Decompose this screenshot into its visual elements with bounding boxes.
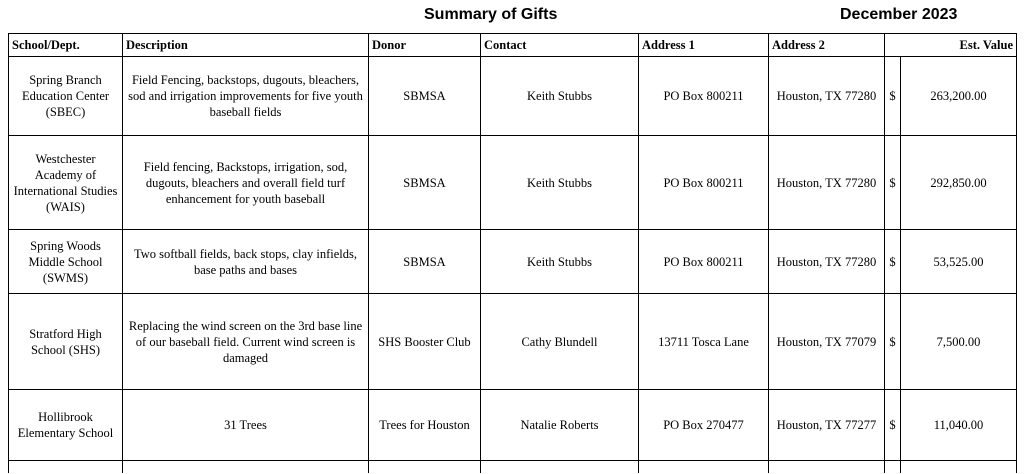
cell-donor: SHS Booster Club xyxy=(369,294,481,390)
cell-currency: $ xyxy=(885,57,901,136)
cell-currency: $ xyxy=(885,294,901,390)
cell-currency: $ xyxy=(885,136,901,230)
table-row xyxy=(9,390,1017,461)
cell-school: Spring Woods Middle School (SWMS) xyxy=(9,230,123,294)
cell-description: Field Fencing, backstops, dugouts, bleachers, sod and irrigation improvements for five youth baseball fields xyxy=(123,57,369,136)
cell-address1: PO Box 270477 xyxy=(639,390,769,461)
cell-contact: Keith Stubbs xyxy=(481,57,639,136)
empty-cell xyxy=(369,461,481,474)
cell-currency: $ xyxy=(885,390,901,461)
empty-cell xyxy=(885,461,901,474)
cell-address1: PO Box 800211 xyxy=(639,57,769,136)
report-title: Summary of Gifts xyxy=(424,6,558,23)
cell-address2: Houston, TX 77280 xyxy=(769,230,885,294)
cell-address2: Houston, TX 77277 xyxy=(769,390,885,461)
cell-donor: SBMSA xyxy=(369,230,481,294)
column-header-school: School/Dept. xyxy=(9,34,123,57)
gifts-table xyxy=(8,33,1017,473)
table-header-row xyxy=(9,34,1017,57)
cell-contact: Cathy Blundell xyxy=(481,294,639,390)
cell-description: 31 Trees xyxy=(123,390,369,461)
cell-value: 292,850.00 xyxy=(901,136,1017,230)
column-header-contact: Contact xyxy=(481,34,639,57)
table-row xyxy=(9,136,1017,230)
cell-description: Replacing the wind screen on the 3rd base line of our baseball field. Current wind screen is damaged xyxy=(123,294,369,390)
cell-currency: $ xyxy=(885,230,901,294)
cell-school: Westchester Academy of International Studies (WAIS) xyxy=(9,136,123,230)
table-row xyxy=(9,230,1017,294)
column-header-address2: Address 2 xyxy=(769,34,885,57)
cell-address1: 13711 Tosca Lane xyxy=(639,294,769,390)
cell-school: Spring Branch Education Center (SBEC) xyxy=(9,57,123,136)
column-header-address1: Address 1 xyxy=(639,34,769,57)
cell-donor: Trees for Houston xyxy=(369,390,481,461)
cell-address1: PO Box 800211 xyxy=(639,136,769,230)
empty-cell xyxy=(769,461,885,474)
table-row xyxy=(9,57,1017,136)
empty-cell xyxy=(9,461,123,474)
cell-value: 263,200.00 xyxy=(901,57,1017,136)
table-row xyxy=(9,294,1017,390)
cell-contact: Keith Stubbs xyxy=(481,136,639,230)
cell-contact: Keith Stubbs xyxy=(481,230,639,294)
cell-school: Stratford High School (SHS) xyxy=(9,294,123,390)
column-header-donor: Donor xyxy=(369,34,481,57)
column-header-description: Description xyxy=(123,34,369,57)
cell-description: Field fencing, Backstops, irrigation, sod, dugouts, bleachers and overall field turf enhancement for youth baseball xyxy=(123,136,369,230)
cell-address2: Houston, TX 77280 xyxy=(769,136,885,230)
column-header-value: Est. Value xyxy=(885,34,1017,57)
cell-donor: SBMSA xyxy=(369,57,481,136)
cell-value: 53,525.00 xyxy=(901,230,1017,294)
report-period: December 2023 xyxy=(840,6,958,23)
cell-school: Hollibrook Elementary School xyxy=(9,390,123,461)
cell-address2: Houston, TX 77079 xyxy=(769,294,885,390)
empty-cell xyxy=(639,461,769,474)
cell-donor: SBMSA xyxy=(369,136,481,230)
empty-cell xyxy=(481,461,639,474)
table-row-partial xyxy=(9,461,1017,474)
cell-address1: PO Box 800211 xyxy=(639,230,769,294)
cell-contact: Natalie Roberts xyxy=(481,390,639,461)
cell-value: 11,040.00 xyxy=(901,390,1017,461)
cell-value: 7,500.00 xyxy=(901,294,1017,390)
cell-description: Two softball fields, back stops, clay infields, base paths and bases xyxy=(123,230,369,294)
empty-cell xyxy=(901,461,1017,474)
cell-address2: Houston, TX 77280 xyxy=(769,57,885,136)
empty-cell xyxy=(123,461,369,474)
